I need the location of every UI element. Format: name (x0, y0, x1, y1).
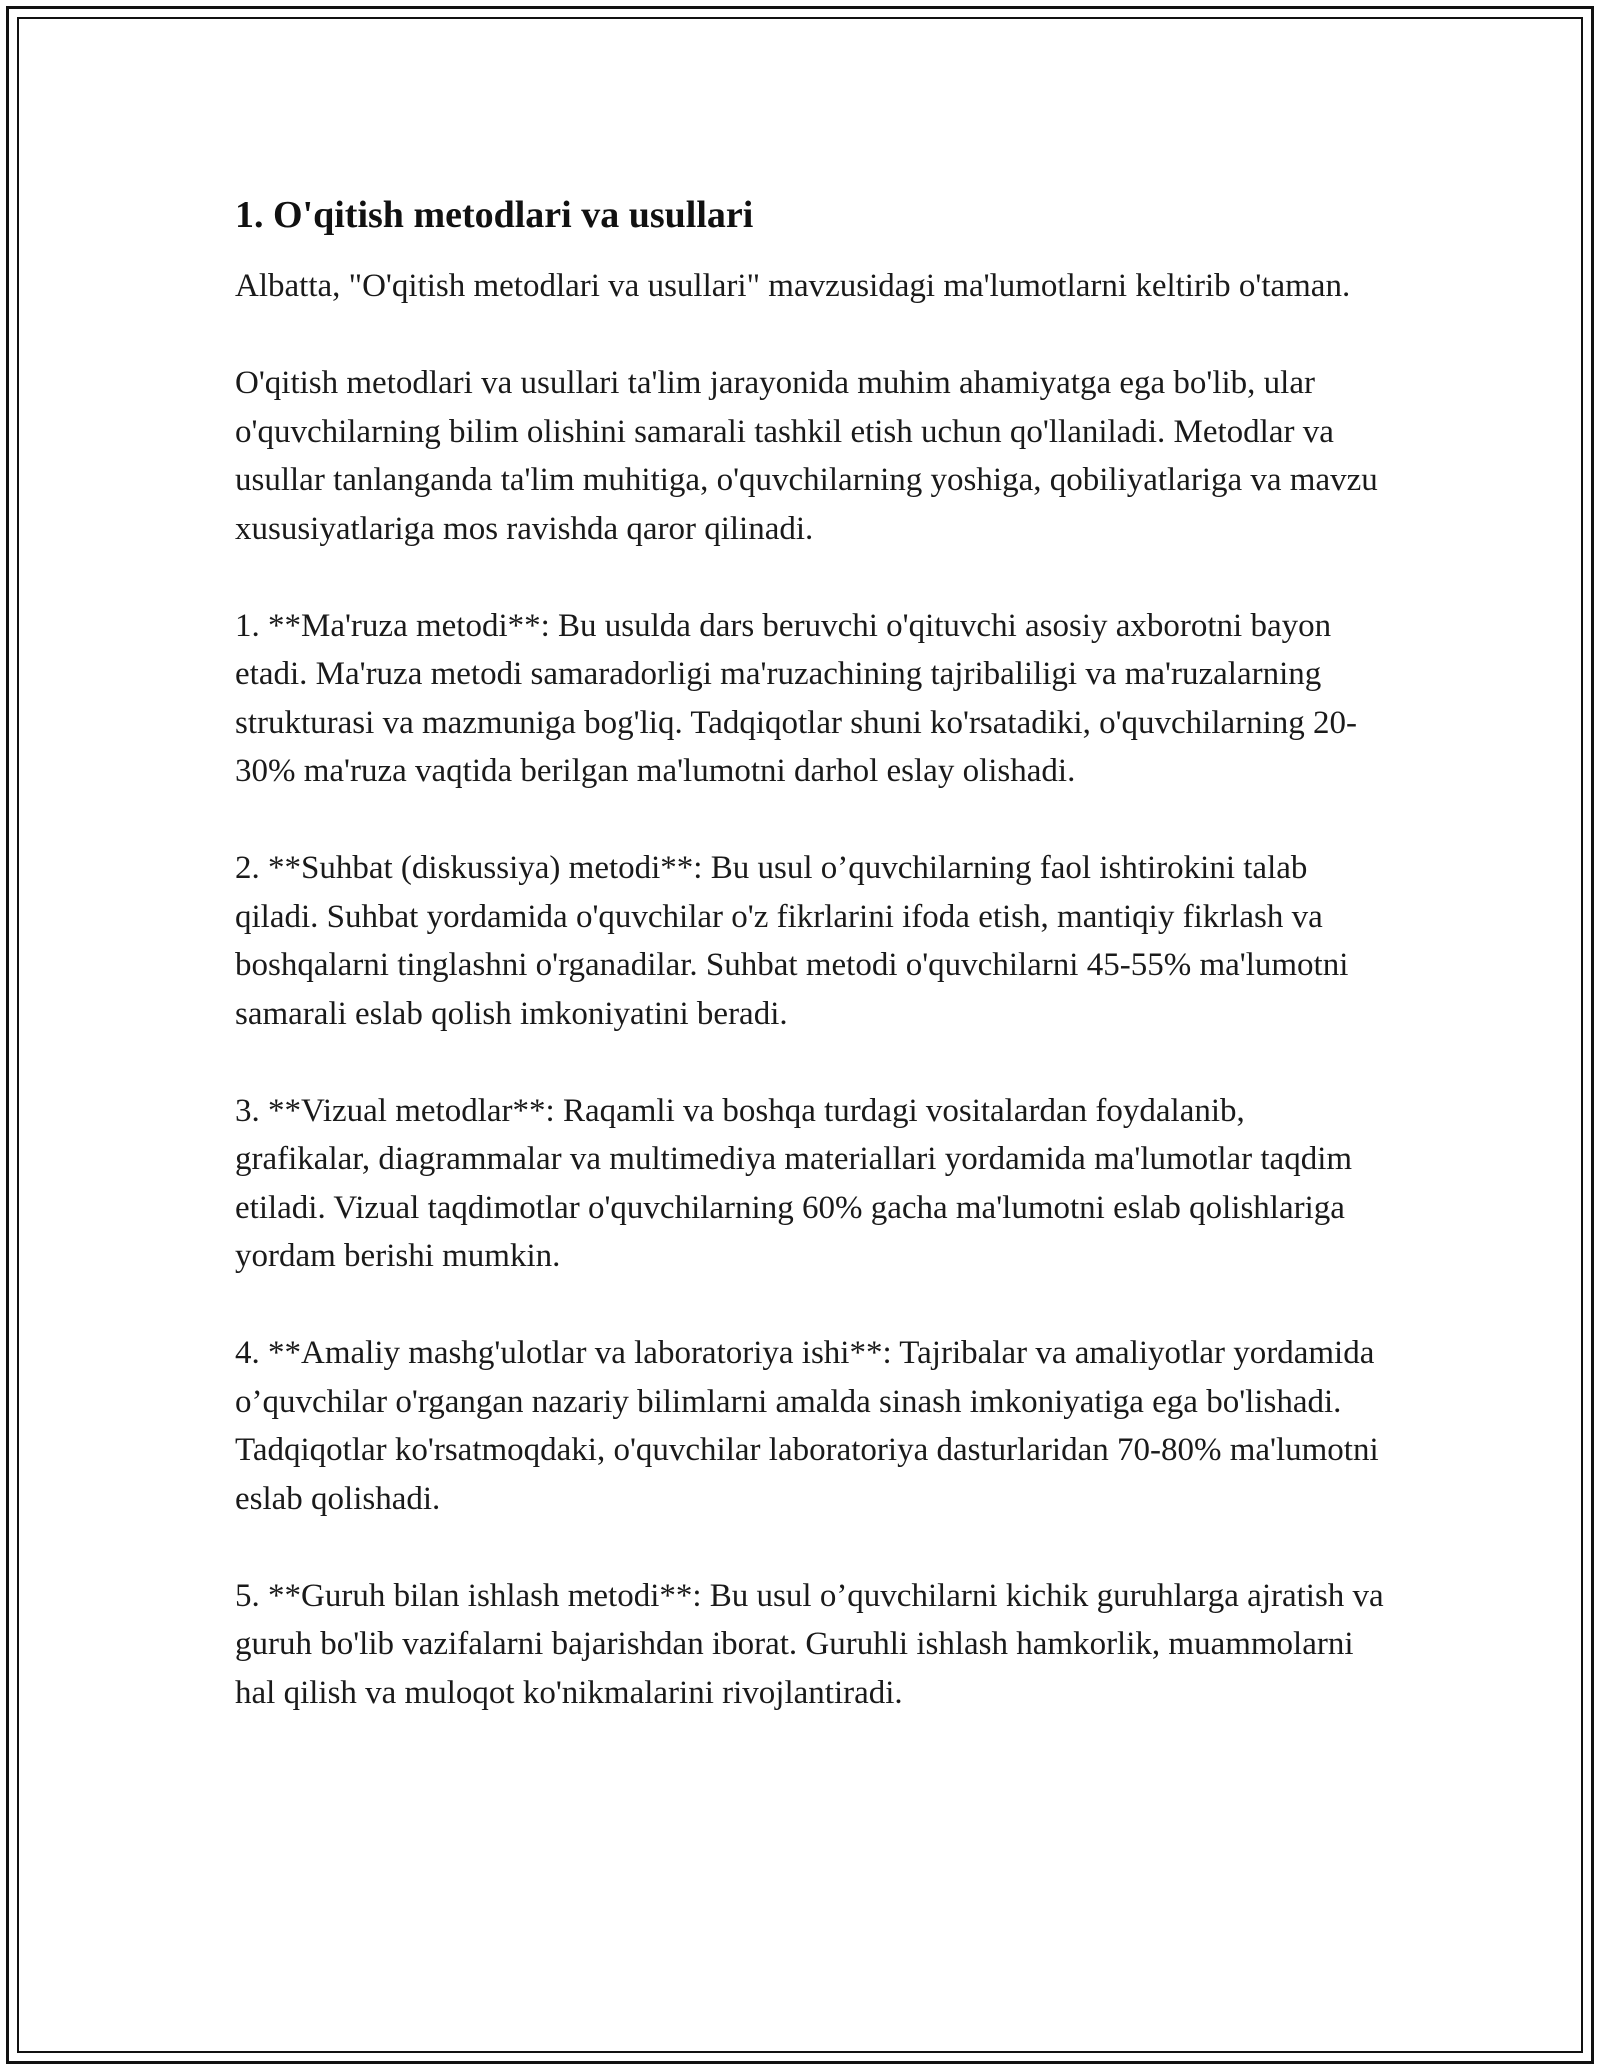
method-paragraph-discussion: 2. **Suhbat (diskussiya) metodi**: Bu usul o’quvchilarning faol ishtirokini talab qiladi. Suhbat yordamida o'quvchilar o'z fikrlarini ifoda etish, mantiqiy fikrlash va boshqalarni tinglashni o'rganadilar. Suhbat metodi o'quvchilarni 45-55% ma'lumotni samarali eslab qolish imkoniyatini beradi. (235, 850, 1349, 1032)
intro-paragraph: Albatta, "O'qitish metodlari va usullari" mavzusidagi ma'lumotlarni keltirib o'taman. (235, 268, 1351, 304)
method-paragraph-lecture: 1. **Ma'ruza metodi**: Bu usulda dars beruvchi o'qituvchi asosiy axborotni bayon etadi. Ma'ruza metodi samaradorligi ma'ruzachining tajribaliligi va ma'ruzalarning strukturasi va mazmuniga bog'liq. Tadqiqotlar shuni ko'rsatadiki, o'quvchilarning 20-30% ma'ruza vaqtida berilgan ma'lumotni darhol eslay olishadi. (235, 607, 1358, 789)
document-body (235, 190, 1385, 1766)
document-title: 1. O'qitish metodlari va usullari (235, 194, 754, 236)
method-paragraph-practical: 4. **Amaliy mashg'ulotlar va laboratoriya ishi**: Tajribalar va amaliyotlar yordamida o’quvchilar o'rgangan nazariy bilimlarni amalda sinash imkoniyatiga ega bo'lishadi. Tadqiqotlar ko'rsatmoqdaki, o'quvchilar laboratoriya dasturlaridan 70-80% ma'lumotni eslab qolishadi. (235, 1335, 1379, 1517)
method-paragraph-visual: 3. **Vizual metodlar**: Raqamli va boshqa turdagi vositalardan foydalanib, grafikalar, diagrammalar va multimediya materiallari yordamida ma'lumotlar taqdim etiladi. Vizual taqdimotlar o'quvchilarning 60% gacha ma'lumotni eslab qolishlariga yordam berishi mumkin. (235, 1092, 1353, 1274)
overview-paragraph: O'qitish metodlari va usullari ta'lim jarayonida muhim ahamiyatga ega bo'lib, ular o'quvchilarning bilim olishini samarali tashkil etish uchun qo'llaniladi. Metodlar va usullar tanlanganda ta'lim muhitiga, o'quvchilarning yoshiga, qobiliyatlariga va mavzu xususiyatlariga mos ravishda qaror qilinadi. (235, 365, 1378, 547)
method-paragraph-group: 5. **Guruh bilan ishlash metodi**: Bu usul o’quvchilarni kichik guruhlarga ajratish va guruh bo'lib vazifalarni bajarishdan iborat. Guruhli ishlash hamkorlik, muammolarni hal qilish va muloqot ko'nikmalarini rivojlantiradi. (235, 1577, 1384, 1711)
